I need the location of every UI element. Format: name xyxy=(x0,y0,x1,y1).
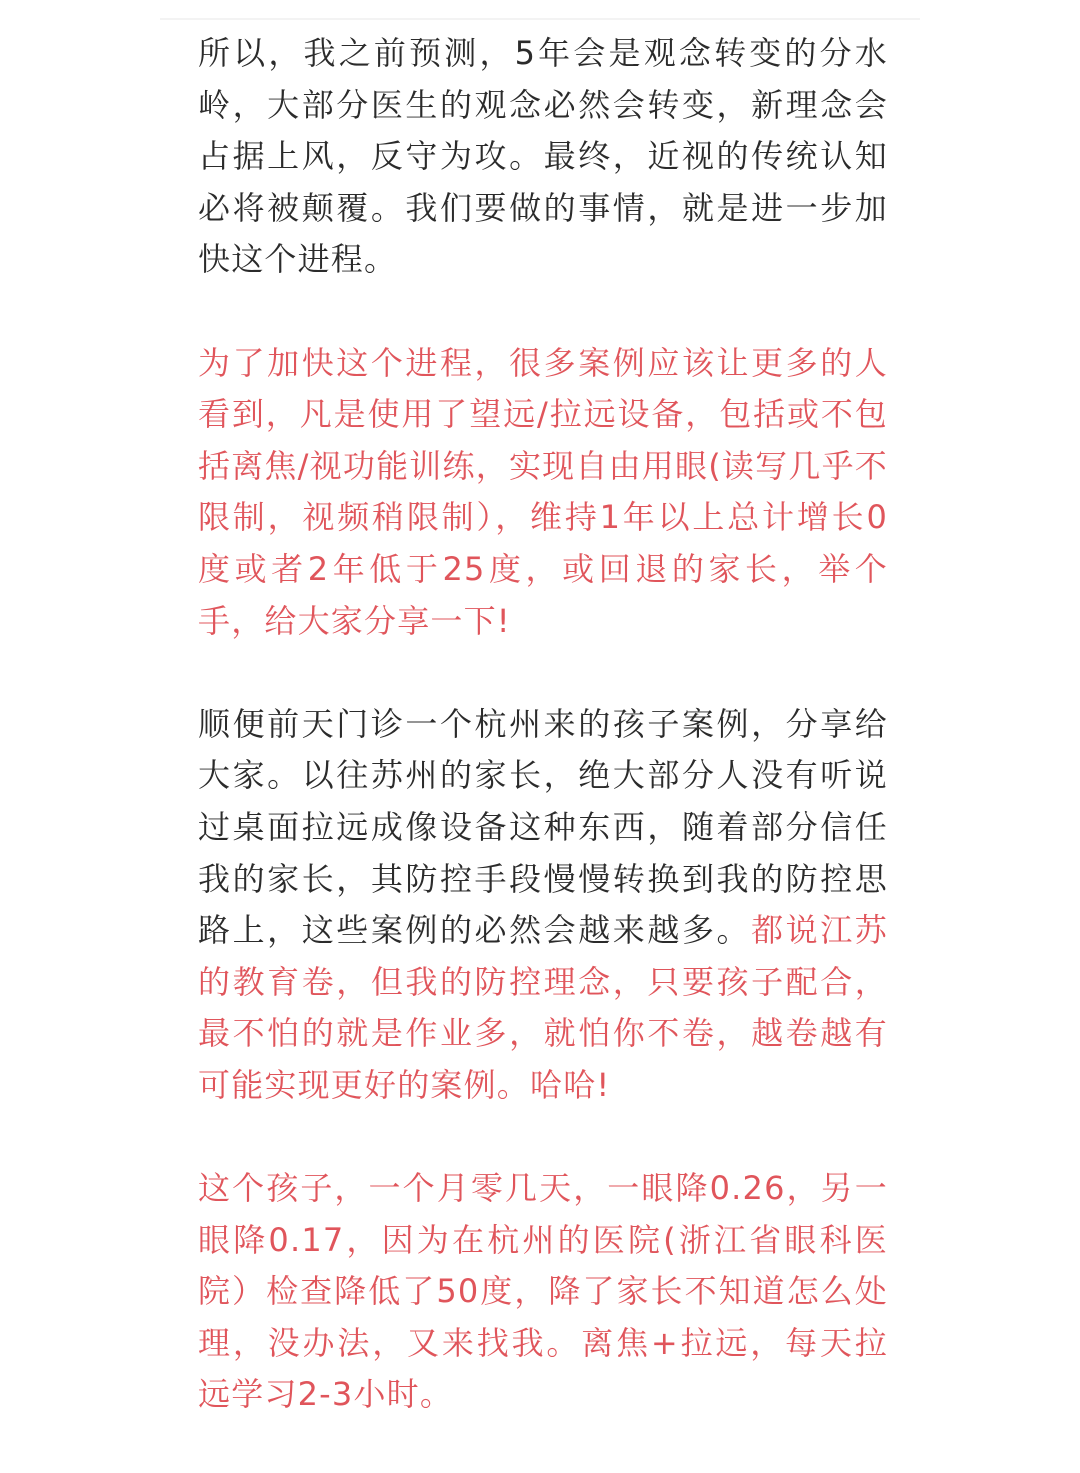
highlighted-text: 为了加快这个进程，很多案例应该让更多的人看到，凡是使用了望远/拉远设备，包括或不包括离焦/视功能训练，实现自由用眼(读写几乎不限制，视频稍限制），维持1年以上总计增长0度或者2年低于25度，或回退的家长，举个手，给大家分享一下! xyxy=(198,343,888,640)
paragraph-hangzhou-case xyxy=(198,699,888,1112)
paragraph-text: 所以，我之前预测，5年会是观念转变的分水岭，大部分医生的观念必然会转变，新理念会占据上风，反守为攻。最终，近视的传统认知必将被颠覆。我们要做的事情，就是进一步加快这个进程。 xyxy=(198,34,888,279)
top-divider xyxy=(160,18,920,20)
article-body xyxy=(198,28,888,1473)
paragraph-text: 顺便前天门诊一个杭州来的孩子案例，分享给大家。以往苏州的家长，绝大部分人没有听说过桌面拉远成像设备这种东西，随着部分信任我的家长，其防控手段慢慢转换到我的防控思路上，这些案例的必然会越来越多。 xyxy=(198,704,888,950)
highlighted-text: 都说江苏的教育卷，但我的防控理念，只要孩子配合，最不怕的就是作业多，就怕你不卷，越卷越有可能实现更好的案例。哈哈! xyxy=(198,911,888,1104)
highlighted-text: 这个孩子，一个月零几天，一眼降0.26，另一眼降0.17，因为在杭州的医院(浙江省眼科医院）检查降低了50度，降了家长不知道怎么处理，没办法，又来找我。离焦+拉远，每天拉远学习2-3小时。 xyxy=(198,1169,888,1414)
paragraph-call-to-share xyxy=(198,338,888,648)
paragraph-case-detail xyxy=(198,1163,888,1421)
paragraph-prediction xyxy=(198,28,888,286)
